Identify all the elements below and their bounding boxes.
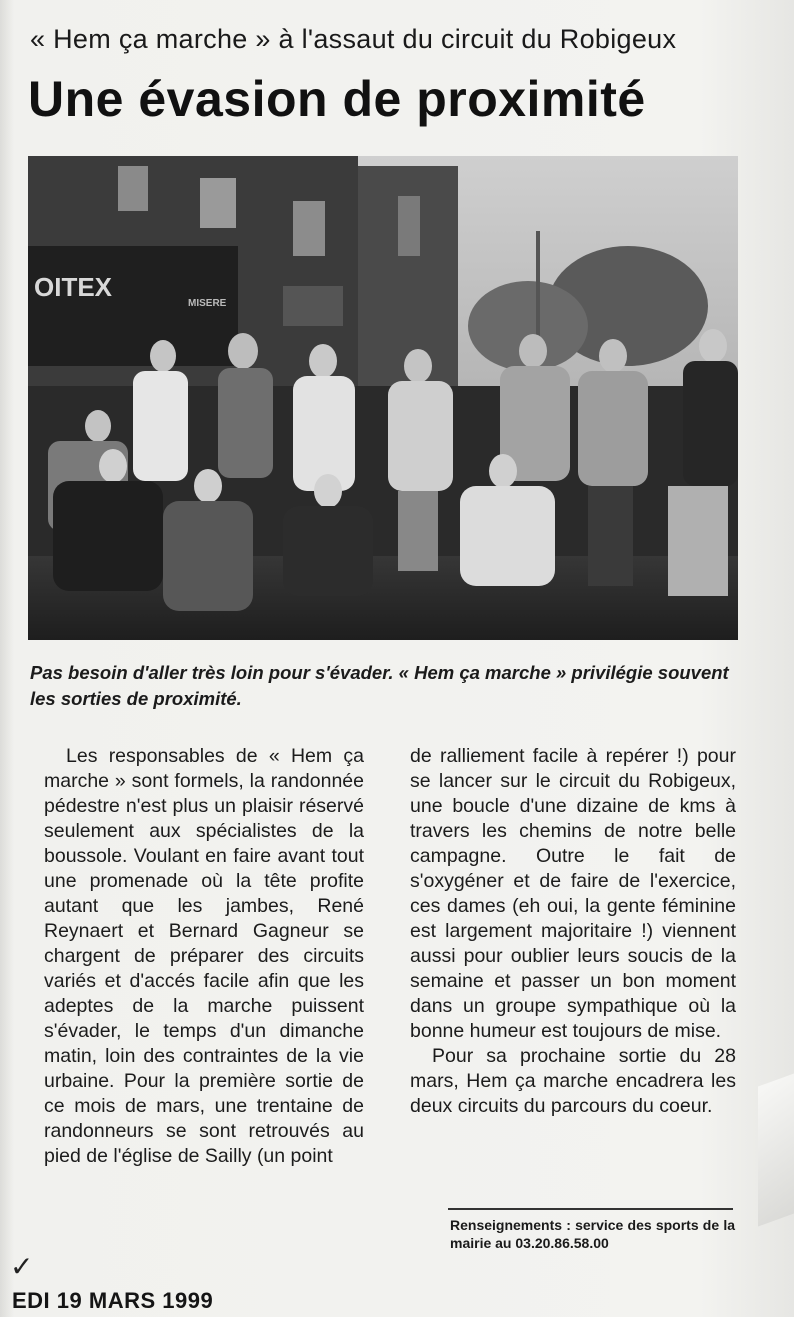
article-column-left (44, 744, 364, 1169)
photo-caption: Pas besoin d'aller très loin pour s'évader. « Hem ça marche » privilégie souvent les sorties de proximité. (30, 662, 729, 709)
article-headline: Une évasion de proximité (28, 71, 646, 127)
divider (448, 1208, 733, 1210)
article-kicker: « Hem ça marche » à l'assaut du circuit du Robigeux (30, 24, 677, 54)
paragraph: Pour sa prochaine sortie du 28 mars, Hem ça marche encadrera les deux circuits du parcours du coeur. (410, 1045, 736, 1117)
group-photo-illustration (28, 156, 738, 640)
paragraph: de ralliement facile à repérer !) pour se lancer sur le circuit du Robigeux, une boucle d'une dizaine de kms à travers les chemins de notre belle campagne. Outre le fait de s'oxygéner et de faire de l'exercice, ces dames (eh oui, la gente féminine est largement majoritaire !) viennent aussi pour oublier leurs soucis de la semaine et passer un bon moment dans un groupe sympathique où la bonne humeur est toujours de mise. (410, 745, 736, 1042)
shop-sign-small: MISERE (188, 298, 227, 309)
group-photo (28, 156, 738, 640)
shop-sign: OITEX (34, 272, 113, 302)
check-mark-icon: ✓ (10, 1251, 34, 1282)
paper-edge (758, 1073, 794, 1226)
info-box: Renseignements : service des sports de la mairie au 03.20.86.58.00 (450, 1217, 735, 1251)
article-column-right (410, 744, 736, 1119)
paragraph: Les responsables de « Hem ça marche » sont formels, la randonnée pédestre n'est plus un plaisir réservé seulement aux spécialistes de la boussole. Voulant en faire avant tout une promenade où la tête profite autant que les jambes, René Reynaert et Bernard Gagneur se chargent de préparer des circuits variés et d'accés facile afin que les adeptes de la marche puissent s'évader, le temps d'un dimanche matin, loin des contraintes de la vie urbaine. Pour la première sortie de ce mois de mars, une trentaine de randonneurs se sont retrouvés au pied de l'église de Sailly (un point (44, 745, 364, 1167)
publication-date: EDI 19 MARS 1999 (12, 1288, 214, 1313)
